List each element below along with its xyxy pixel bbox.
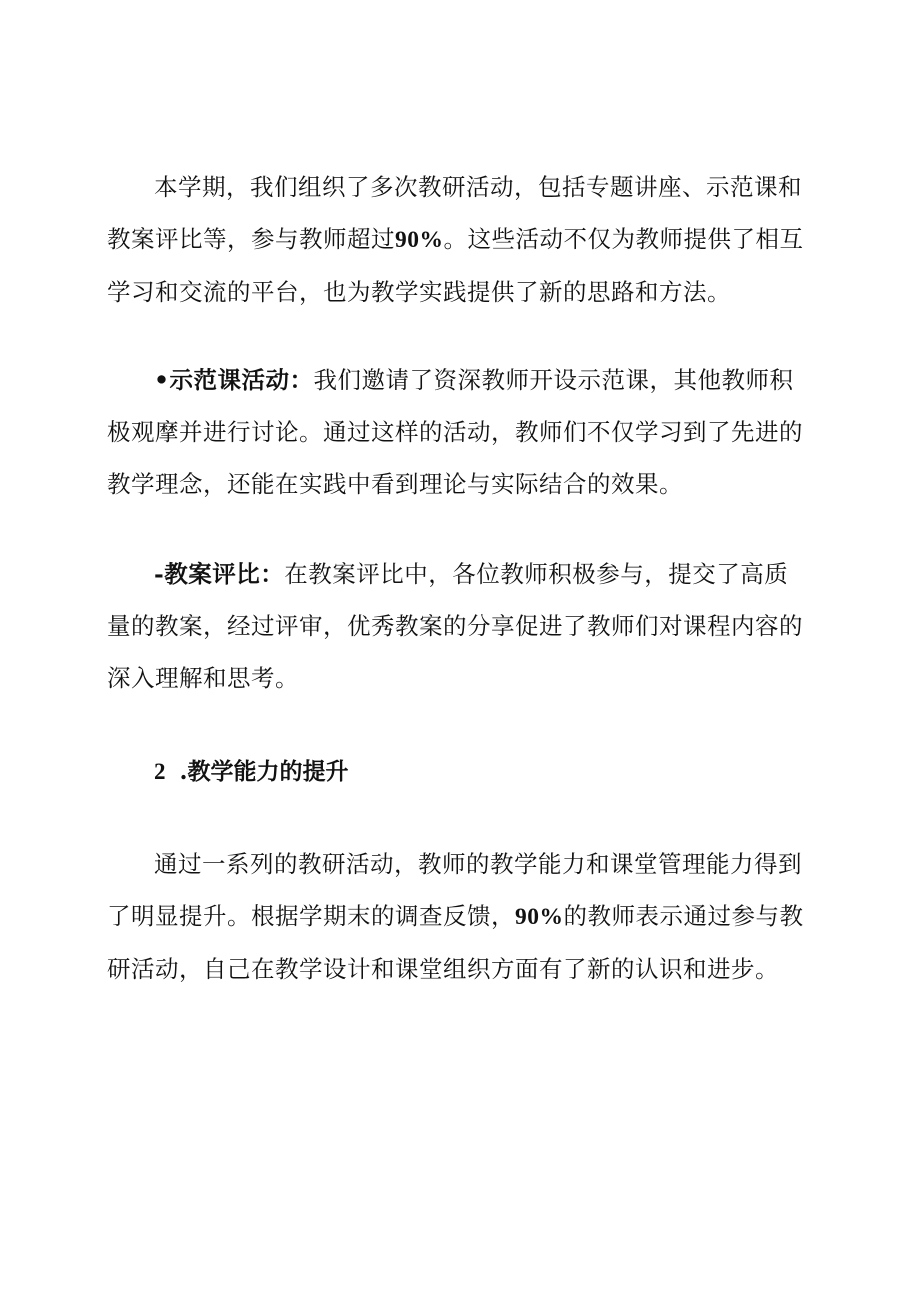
- demo-class-text: 我们邀请了资深教师开设示范课，其他教师积极观摩并进行讨论。通过这样的活动，教师们不仅学习到了先进的教学理念，还能在实践中看到理论与实际结合的效果。: [107, 366, 803, 498]
- demo-class-paragraph: [107, 354, 807, 510]
- demo-class-label: 示范课活动：: [169, 366, 314, 394]
- ability-text-b: 的教师表示通过参与教研活动，自己在教学设计和课堂组织方面有了新的认识和进步。: [107, 902, 804, 983]
- dash-marker: -: [154, 560, 165, 588]
- section-title: .教学能力的提升: [179, 758, 349, 785]
- bullet-marker: •: [154, 366, 170, 394]
- lesson-plan-text: 在教案评比中，各位教师积极参与，提交了高质量的教案，经过评审，优秀教案的分享促进了教师们对课程内容的深入理解和思考。: [107, 560, 803, 692]
- intro-paragraph: [107, 161, 807, 318]
- ability-text-a: 通过一系列的教研活动，教师的教学能力和课堂管理能力得到了明显提升。根据学期末的调查反馈，: [107, 850, 802, 930]
- intro-text-a: 本学期，我们组织了多次教研活动，包括专题讲座、示范课和教案评比等，参与教师超过: [107, 173, 802, 253]
- section-number: 2: [154, 759, 166, 784]
- ability-percentage: 90%: [515, 904, 564, 930]
- intro-percentage: 90%: [395, 227, 444, 253]
- lesson-plan-paragraph: [107, 548, 807, 704]
- lesson-plan-label: 教案评比：: [164, 560, 285, 588]
- intro-text-b: 。这些活动不仅为教师提供了相互学习和交流的平台，也为教学实践提供了新的思路和方法。: [107, 225, 804, 306]
- section-heading: [154, 754, 349, 790]
- ability-paragraph: [107, 838, 807, 995]
